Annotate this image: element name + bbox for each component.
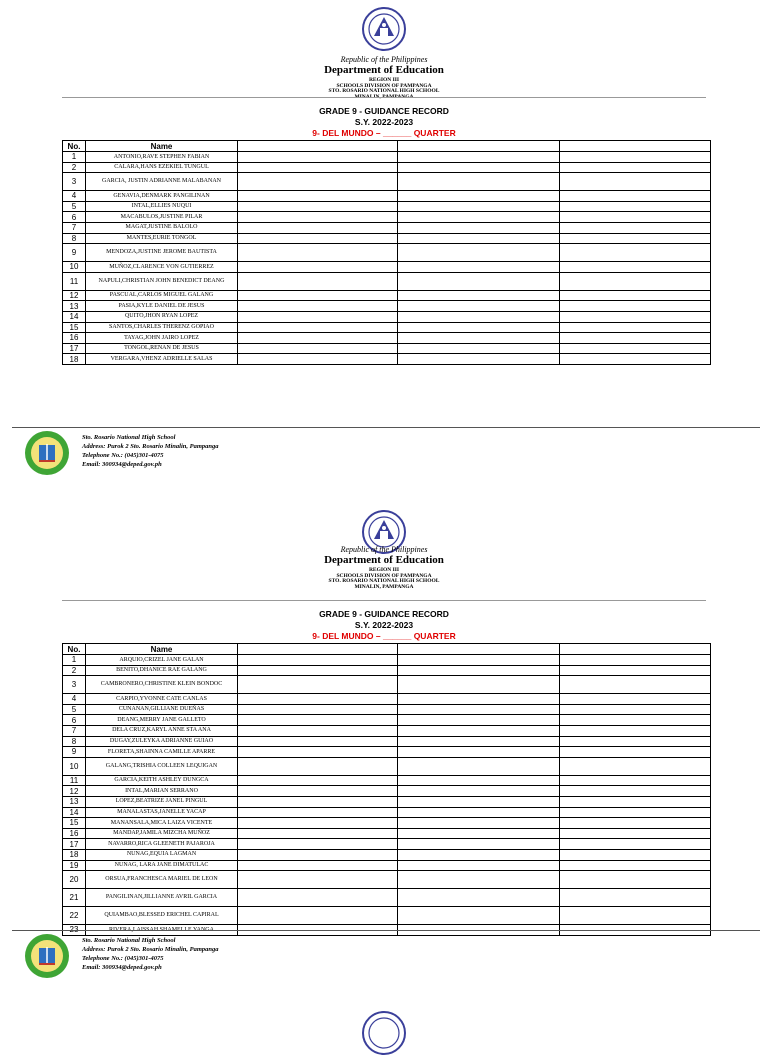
table-row — [63, 828, 711, 839]
blank-cell[interactable] — [238, 694, 398, 705]
student-name: MACABULOS,JUSTINE PILAR — [86, 212, 238, 223]
blank-cell[interactable] — [238, 807, 398, 818]
row-number: 1 — [63, 655, 86, 666]
row-number: 11 — [63, 775, 86, 786]
blank-cell[interactable] — [398, 301, 560, 312]
blank-cell[interactable] — [238, 796, 398, 807]
blank-cell[interactable] — [398, 676, 560, 694]
blank-cell[interactable] — [398, 807, 560, 818]
footer-telephone: Telephone No.: (045)301-4075 — [82, 955, 164, 962]
row-number: 4 — [63, 694, 86, 705]
student-name: INTAL,MARIAN SERRANO — [86, 786, 238, 797]
student-name: MANTES,EURIE TONGOL — [86, 233, 238, 244]
location-line: MINALIN, PAMPANGA — [354, 583, 414, 590]
row-number: 6 — [63, 212, 86, 223]
blank-cell[interactable] — [560, 715, 711, 726]
blank-cell[interactable] — [398, 860, 560, 871]
blank-cell[interactable] — [398, 736, 560, 747]
blank-cell[interactable] — [398, 322, 560, 333]
row-number: 22 — [63, 907, 86, 925]
blank-cell[interactable] — [560, 233, 711, 244]
row-number: 5 — [63, 201, 86, 212]
footer-email: Email: 300934@deped.gov.ph — [82, 461, 162, 468]
blank-cell[interactable] — [398, 354, 560, 365]
student-name: TONGOL,RENAN DE JESUS — [86, 343, 238, 354]
table-row — [63, 807, 711, 818]
student-name: RIVERA,LAISSAH SHAMELLE YANGA — [86, 925, 238, 936]
blank-cell[interactable] — [238, 290, 398, 301]
student-name: NAPULI,CHRISTIAN JOHN BENEDICT DEANG — [86, 272, 238, 290]
blank-cell[interactable] — [398, 222, 560, 233]
student-name: PASCUAL,CARLOS MIGUEL GALANG — [86, 290, 238, 301]
blank-cell[interactable] — [560, 860, 711, 871]
school-year: S.Y. 2022-2023 — [354, 620, 414, 630]
blank-cell[interactable] — [238, 233, 398, 244]
blank-cell[interactable] — [560, 786, 711, 797]
student-name: FLORETA,SHAINNA CAMILLE APARRE — [86, 747, 238, 758]
blank-cell[interactable] — [238, 311, 398, 322]
student-name: GENAVIA,DENMARK PANGILINAN — [86, 191, 238, 202]
student-name: MAGAT,JUSTINE BALOLO — [86, 222, 238, 233]
blank-cell[interactable] — [398, 290, 560, 301]
blank-cell[interactable] — [398, 818, 560, 829]
student-name: MANDAP,JAMILA MIZCHA MUÑOZ — [86, 828, 238, 839]
blank-cell[interactable] — [560, 665, 711, 676]
blank-cell[interactable] — [560, 354, 711, 365]
blank-cell[interactable] — [238, 212, 398, 223]
region-line: REGION III — [368, 567, 400, 573]
footer-contact — [82, 433, 219, 469]
student-name: DEANG,MERRY JANE GALLETO — [86, 715, 238, 726]
blank-cell[interactable] — [560, 301, 711, 312]
student-name: GALANG,TRISHIA COLLEEN LEQUIGAN — [86, 757, 238, 775]
blank-cell[interactable] — [560, 704, 711, 715]
blank-cell[interactable] — [560, 747, 711, 758]
blank-cell[interactable] — [398, 871, 560, 889]
blank-cell[interactable] — [560, 775, 711, 786]
row-number: 14 — [63, 807, 86, 818]
blank-cell[interactable] — [238, 152, 398, 163]
blank-cell[interactable] — [560, 796, 711, 807]
table-row — [63, 676, 711, 694]
blank-cell[interactable] — [560, 849, 711, 860]
student-name: LOPEZ,BEATRIZE JANEL PINGUL — [86, 796, 238, 807]
blank-cell[interactable] — [560, 333, 711, 344]
blank-cell[interactable] — [238, 757, 398, 775]
table-row — [63, 889, 711, 907]
footer-divider — [12, 427, 760, 428]
blank-cell[interactable] — [238, 715, 398, 726]
table-row — [63, 715, 711, 726]
blank-cell[interactable] — [398, 333, 560, 344]
location-line: MINALIN, PAMPANGA — [354, 93, 414, 100]
footer-divider — [12, 930, 760, 931]
table-row — [63, 665, 711, 676]
table-row — [63, 747, 711, 758]
blank-cell[interactable] — [398, 796, 560, 807]
row-number: 15 — [63, 322, 86, 333]
student-name: SANTOS,CHARLES THERENZ GOPIAO — [86, 322, 238, 333]
row-number: 6 — [63, 715, 86, 726]
school-logo-icon — [24, 933, 70, 979]
table-row — [63, 244, 711, 262]
student-name: ORSUA,FRANCHESCA MARIEL DE LEON — [86, 871, 238, 889]
row-number: 9 — [63, 747, 86, 758]
row-number: 12 — [63, 290, 86, 301]
table-row — [63, 796, 711, 807]
section-quarter: 9- DEL MUNDO – ______ QUARTER — [312, 128, 456, 138]
blank-cell[interactable] — [238, 173, 398, 191]
table-row — [63, 191, 711, 202]
blank-cell[interactable] — [238, 818, 398, 829]
section-quarter: 9- DEL MUNDO – ______ QUARTER — [312, 631, 456, 641]
table-row — [63, 262, 711, 273]
blank-cell[interactable] — [560, 173, 711, 191]
blank-cell[interactable] — [398, 839, 560, 850]
row-number: 7 — [63, 725, 86, 736]
row-number: 7 — [63, 222, 86, 233]
row-number: 18 — [63, 354, 86, 365]
table-row — [63, 849, 711, 860]
row-number: 1 — [63, 152, 86, 163]
blank-cell[interactable] — [238, 191, 398, 202]
blank-cell[interactable] — [560, 262, 711, 273]
row-number: 16 — [63, 828, 86, 839]
blank-cell[interactable] — [398, 244, 560, 262]
blank-cell[interactable] — [398, 775, 560, 786]
table-row — [63, 871, 711, 889]
student-name: NAVARRO,RICA GLEENETH PAJAROJA — [86, 839, 238, 850]
student-name: INTAL,ELLIES NUQUI — [86, 201, 238, 212]
blank-cell[interactable] — [398, 665, 560, 676]
blank-cell[interactable] — [398, 655, 560, 666]
blank-cell[interactable] — [560, 655, 711, 666]
row-number: 10 — [63, 262, 86, 273]
blank-cell[interactable] — [398, 272, 560, 290]
blank-cell[interactable] — [238, 262, 398, 273]
blank-cell[interactable] — [238, 747, 398, 758]
blank-cell[interactable] — [398, 786, 560, 797]
student-name: PANGILINAN,JILLIANNE AVRIL GARCIA — [86, 889, 238, 907]
col-blank-header — [238, 644, 398, 655]
blank-cell[interactable] — [560, 244, 711, 262]
student-name: MENDOZA,JUSTINE JEROME BAUTISTA — [86, 244, 238, 262]
student-name: TAYAG,JOHN JAIRO LOPEZ — [86, 333, 238, 344]
blank-cell[interactable] — [560, 162, 711, 173]
row-number: 2 — [63, 665, 86, 676]
department-title: Department of Education — [324, 554, 444, 566]
row-number: 2 — [63, 162, 86, 173]
table-row — [63, 333, 711, 344]
blank-cell[interactable] — [238, 775, 398, 786]
department-title: Department of Education — [324, 64, 444, 76]
table-row — [63, 222, 711, 233]
blank-cell[interactable] — [560, 272, 711, 290]
table-row — [63, 818, 711, 829]
blank-cell[interactable] — [560, 343, 711, 354]
table-row — [63, 343, 711, 354]
row-number: 10 — [63, 757, 86, 775]
division-line: SCHOOLS DIVISION OF PAMPANGA — [336, 572, 432, 579]
school-line: STO. ROSARIO NATIONAL HIGH SCHOOL — [328, 578, 440, 584]
table-row — [63, 233, 711, 244]
table-row — [63, 152, 711, 163]
blank-cell[interactable] — [560, 191, 711, 202]
guidance-table — [62, 643, 711, 936]
blank-cell[interactable] — [398, 849, 560, 860]
blank-cell[interactable] — [238, 272, 398, 290]
footer-contact — [82, 936, 219, 972]
row-number: 17 — [63, 343, 86, 354]
blank-cell[interactable] — [398, 173, 560, 191]
blank-cell[interactable] — [238, 725, 398, 736]
table-row — [63, 212, 711, 223]
table-row — [63, 354, 711, 365]
blank-cell[interactable] — [238, 244, 398, 262]
blank-cell[interactable] — [238, 322, 398, 333]
footer-telephone: Telephone No.: (045)301-4075 — [82, 452, 164, 459]
table-row — [63, 839, 711, 850]
table-row — [63, 757, 711, 775]
record-title: GRADE 9 - GUIDANCE RECORD — [319, 106, 449, 116]
student-name: VERGARA,VHENZ ADRIELLE SALAS — [86, 354, 238, 365]
student-name: GARCIA,KEITH ASHLEY DUNGCA — [86, 775, 238, 786]
blank-cell[interactable] — [560, 828, 711, 839]
record-title: GRADE 9 - GUIDANCE RECORD — [319, 609, 449, 619]
student-name: DELA CRUZ,KARYL ANNE STA ANA — [86, 725, 238, 736]
blank-cell[interactable] — [398, 311, 560, 322]
blank-cell[interactable] — [238, 676, 398, 694]
blank-cell[interactable] — [398, 694, 560, 705]
blank-cell[interactable] — [560, 807, 711, 818]
row-number: 23 — [63, 925, 86, 936]
table-row — [63, 907, 711, 925]
student-name: MUÑOZ,CLARENCE VON GUTIERREZ — [86, 262, 238, 273]
student-name: NUNAG, LARA JANE DIMATULAC — [86, 860, 238, 871]
table-row — [63, 322, 711, 333]
table-row — [63, 736, 711, 747]
blank-cell[interactable] — [398, 233, 560, 244]
blank-cell[interactable] — [560, 907, 711, 925]
row-number: 16 — [63, 333, 86, 344]
blank-cell[interactable] — [238, 860, 398, 871]
blank-cell[interactable] — [560, 676, 711, 694]
blank-cell[interactable] — [238, 736, 398, 747]
col-blank-header — [560, 644, 711, 655]
student-name: CARPIO,YVONNE CATE CANLAS — [86, 694, 238, 705]
table-row — [63, 775, 711, 786]
row-number: 14 — [63, 311, 86, 322]
blank-cell[interactable] — [238, 704, 398, 715]
student-name: ANTONIO,RAVE STEPHEN FABIAN — [86, 152, 238, 163]
header-divider — [62, 97, 706, 98]
blank-cell[interactable] — [238, 343, 398, 354]
student-name: CALARA,HANS EZEKIEL TUNGUL — [86, 162, 238, 173]
blank-cell[interactable] — [560, 871, 711, 889]
student-name: MANALASTAS,JANELLE YACAP — [86, 807, 238, 818]
col-blank-header — [560, 141, 711, 152]
row-number: 8 — [63, 736, 86, 747]
row-number: 8 — [63, 233, 86, 244]
row-number: 3 — [63, 173, 86, 191]
blank-cell[interactable] — [560, 152, 711, 163]
footer-school: Sto. Rosario National High School — [82, 937, 176, 944]
row-number: 18 — [63, 849, 86, 860]
footer-school: Sto. Rosario National High School — [82, 434, 176, 441]
blank-cell[interactable] — [398, 152, 560, 163]
table-row — [63, 162, 711, 173]
blank-cell[interactable] — [398, 191, 560, 202]
blank-cell[interactable] — [238, 354, 398, 365]
blank-cell[interactable] — [238, 786, 398, 797]
col-no-header: No. — [63, 141, 86, 152]
school-year: S.Y. 2022-2023 — [354, 117, 414, 127]
row-number: 17 — [63, 839, 86, 850]
col-blank-header — [238, 141, 398, 152]
footer-address: Address: Purok 2 Sto. Rosario Minalin, Pampanga — [82, 946, 219, 953]
table-row — [63, 272, 711, 290]
table-row — [63, 173, 711, 191]
blank-cell[interactable] — [238, 828, 398, 839]
table-row — [63, 311, 711, 322]
student-name: MANANSALA,MICA LAIZA VICENTE — [86, 818, 238, 829]
col-blank-header — [398, 644, 560, 655]
header-divider — [62, 600, 706, 601]
deped-seal-icon — [361, 1010, 407, 1056]
deped-seal-icon — [361, 6, 407, 52]
row-number: 11 — [63, 272, 86, 290]
blank-cell[interactable] — [398, 343, 560, 354]
blank-cell[interactable] — [398, 889, 560, 907]
blank-cell[interactable] — [398, 757, 560, 775]
footer-email: Email: 300934@deped.gov.ph — [82, 964, 162, 971]
student-name: QUIAMBAO,BLESSED ERICHEL CAPIRAL — [86, 907, 238, 925]
row-number: 20 — [63, 871, 86, 889]
blank-cell[interactable] — [238, 301, 398, 312]
blank-cell[interactable] — [398, 747, 560, 758]
blank-cell[interactable] — [560, 322, 711, 333]
row-number: 13 — [63, 301, 86, 312]
blank-cell[interactable] — [560, 212, 711, 223]
blank-cell[interactable] — [398, 725, 560, 736]
table-row — [63, 655, 711, 666]
blank-cell[interactable] — [238, 222, 398, 233]
blank-cell[interactable] — [238, 849, 398, 860]
student-name: ARQUIO,CRIZEL JANE GALAN — [86, 655, 238, 666]
row-number: 12 — [63, 786, 86, 797]
blank-cell[interactable] — [398, 262, 560, 273]
row-number: 3 — [63, 676, 86, 694]
student-name: NUNAG,EQUIA LAGMAN — [86, 849, 238, 860]
republic-line: Republic of the Philippines — [340, 545, 428, 554]
blank-cell[interactable] — [238, 665, 398, 676]
student-name: CUNANAN,GILLIANE DUEÑAS — [86, 704, 238, 715]
blank-cell[interactable] — [560, 311, 711, 322]
blank-cell[interactable] — [560, 725, 711, 736]
blank-cell[interactable] — [560, 201, 711, 212]
blank-cell[interactable] — [398, 704, 560, 715]
blank-cell[interactable] — [398, 162, 560, 173]
student-name: BENITO,DHANICE RAE GALANG — [86, 665, 238, 676]
row-number: 4 — [63, 191, 86, 202]
blank-cell[interactable] — [398, 201, 560, 212]
blank-cell[interactable] — [398, 715, 560, 726]
blank-cell[interactable] — [238, 839, 398, 850]
table-row — [63, 694, 711, 705]
blank-cell[interactable] — [398, 907, 560, 925]
blank-cell[interactable] — [560, 889, 711, 907]
blank-cell[interactable] — [398, 828, 560, 839]
row-number: 5 — [63, 704, 86, 715]
col-name-header: Name — [86, 644, 238, 655]
footer-address: Address: Purok 2 Sto. Rosario Minalin, Pampanga — [82, 443, 219, 450]
table-row — [63, 301, 711, 312]
division-line: SCHOOLS DIVISION OF PAMPANGA — [336, 82, 432, 89]
table-row — [63, 704, 711, 715]
blank-cell[interactable] — [560, 818, 711, 829]
col-no-header: No. — [63, 644, 86, 655]
col-blank-header — [398, 141, 560, 152]
row-number: 9 — [63, 244, 86, 262]
blank-cell[interactable] — [238, 201, 398, 212]
blank-cell[interactable] — [560, 736, 711, 747]
blank-cell[interactable] — [560, 839, 711, 850]
table-row — [63, 786, 711, 797]
school-logo-icon — [24, 430, 70, 476]
republic-line: Republic of the Philippines — [340, 55, 428, 64]
student-name: GARCIA, JUSTIN ADRIANNE MALABANAN — [86, 173, 238, 191]
row-number: 13 — [63, 796, 86, 807]
table-row — [63, 725, 711, 736]
student-name: PASIA,KYLE DANIEL DE JESUS — [86, 301, 238, 312]
student-name: CAMBRONERO,CHRISTINE KLEIN BONDOC — [86, 676, 238, 694]
blank-cell[interactable] — [238, 655, 398, 666]
blank-cell[interactable] — [238, 162, 398, 173]
school-line: STO. ROSARIO NATIONAL HIGH SCHOOL — [328, 88, 440, 94]
table-row — [63, 290, 711, 301]
student-name: QUITO,JHON RYAN LOPEZ — [86, 311, 238, 322]
blank-cell[interactable] — [238, 333, 398, 344]
blank-cell[interactable] — [238, 871, 398, 889]
row-number: 15 — [63, 818, 86, 829]
row-number: 21 — [63, 889, 86, 907]
col-name-header: Name — [86, 141, 238, 152]
blank-cell[interactable] — [398, 212, 560, 223]
blank-cell[interactable] — [560, 694, 711, 705]
row-number: 19 — [63, 860, 86, 871]
student-name: DUGAY,ZULEYKA ADRIANNE GUIAO — [86, 736, 238, 747]
guidance-table — [62, 140, 711, 365]
blank-cell[interactable] — [560, 757, 711, 775]
blank-cell[interactable] — [238, 889, 398, 907]
blank-cell[interactable] — [560, 222, 711, 233]
blank-cell[interactable] — [560, 290, 711, 301]
region-line: REGION III — [368, 77, 400, 83]
table-row — [63, 201, 711, 212]
blank-cell[interactable] — [238, 907, 398, 925]
table-row — [63, 860, 711, 871]
